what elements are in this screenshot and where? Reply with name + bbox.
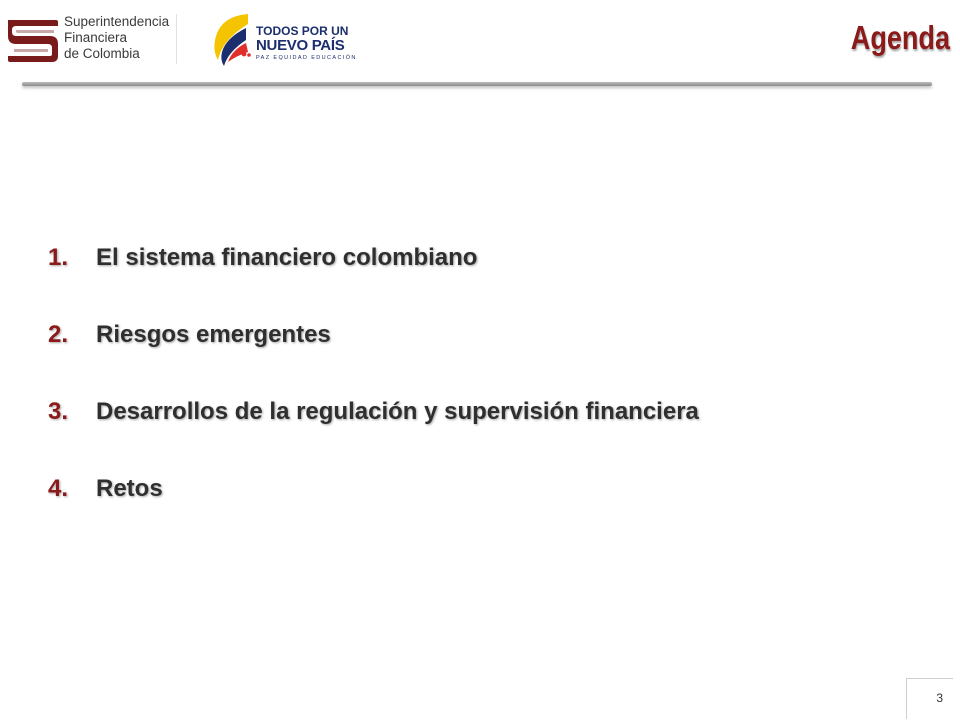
agenda-item-text: Desarrollos de la regulación y supervisión financiera	[96, 398, 699, 425]
sfc-line-3: de Colombia	[64, 46, 140, 61]
agenda-item-text: El sistema financiero colombiano	[96, 244, 478, 271]
flag-swoosh-icon	[208, 10, 254, 68]
slide-title: Agenda	[850, 19, 950, 56]
sfc-line-1: Superintendencia	[64, 14, 170, 29]
gov-line-1: TODOS POR UN	[256, 24, 349, 38]
gov-wordmark	[256, 25, 357, 62]
superintendencia-logo	[6, 12, 178, 68]
header-divider	[22, 82, 932, 86]
page-number-box	[906, 678, 953, 719]
logo-divider	[176, 14, 177, 64]
agenda-item-number: 3.	[48, 398, 69, 425]
agenda-item-number: 1.	[48, 244, 69, 271]
superintendencia-emblem-icon	[6, 16, 60, 64]
agenda-item	[48, 238, 699, 278]
agenda-item	[48, 315, 699, 355]
agenda-item	[48, 392, 699, 432]
agenda-item-text: Riesgos emergentes	[96, 321, 331, 348]
superintendencia-wordmark	[64, 14, 169, 62]
agenda-item	[48, 469, 699, 509]
agenda-item-number: 2.	[48, 321, 69, 348]
todos-por-un-nuevo-pais-logo	[208, 10, 357, 70]
agenda-list	[48, 238, 699, 546]
agenda-item-text: Retos	[96, 475, 163, 502]
slide-header	[0, 0, 960, 90]
gov-line-3: PAZ EQUIDAD EDUCACIÓN	[256, 55, 357, 61]
agenda-item-number: 4.	[48, 475, 69, 502]
page-number: 3	[936, 691, 943, 705]
gov-line-2: NUEVO PAÍS	[256, 37, 345, 54]
sfc-line-2: Financiera	[64, 30, 128, 45]
